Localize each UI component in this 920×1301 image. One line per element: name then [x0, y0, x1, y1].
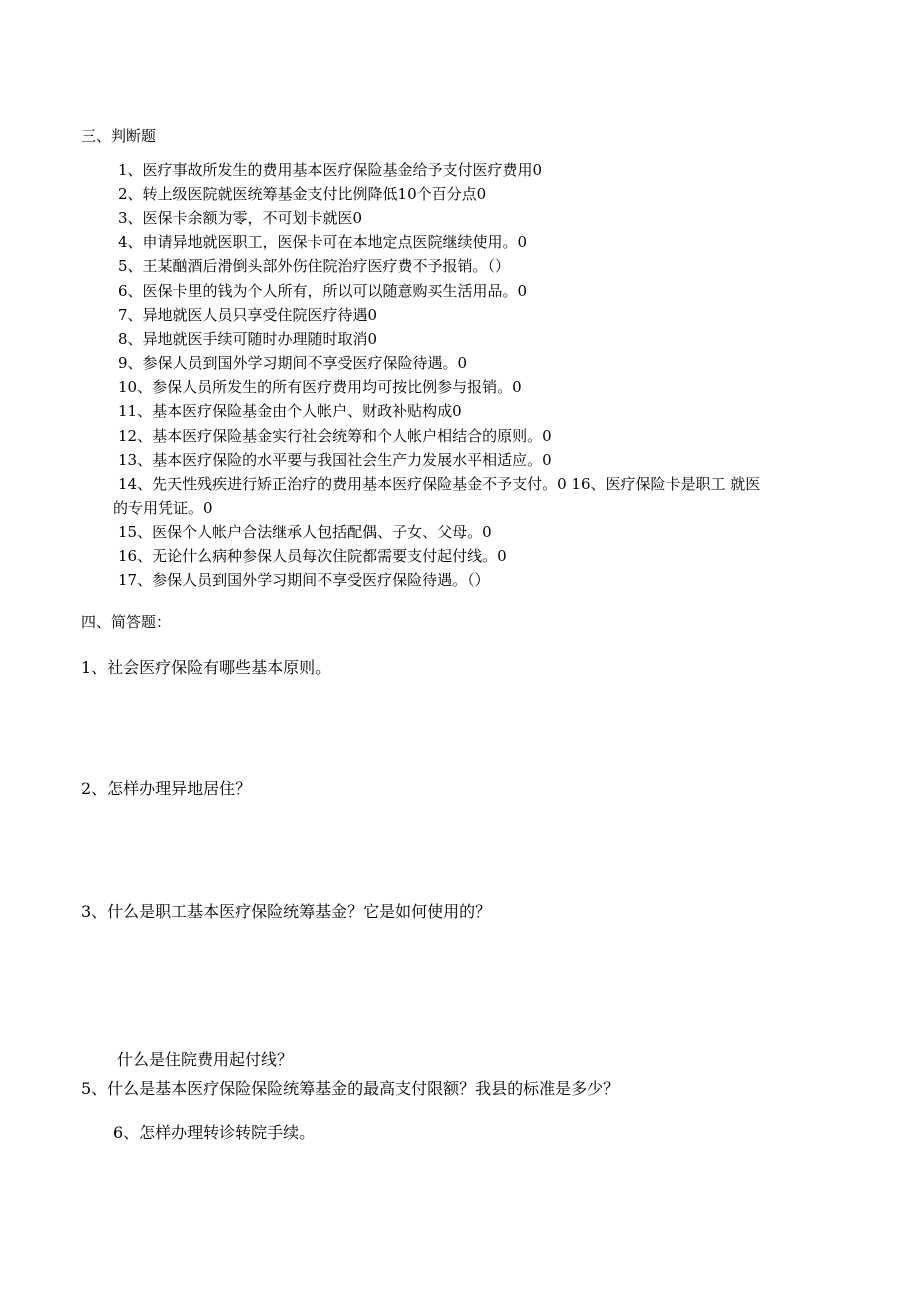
short-answer-question-4: 什么是住院费用起付线？: [117, 1050, 294, 1069]
true-false-item-3: 3、医保卡余额为零，不可划卡就医0: [118, 209, 363, 227]
short-answer-question-2: 2、怎样办理异地居住？: [81, 779, 252, 798]
true-false-item-7: 7、异地就医人员只享受住院医疗待遇0: [118, 306, 378, 324]
short-answer-question-6: 6、怎样办理转诊转院手续。: [113, 1123, 316, 1142]
true-false-item-2: 2、转上级医院就医统筹基金支付比例降低10个百分点0: [118, 185, 487, 203]
true-false-item-17: 17、参保人员到国外学习期间不享受医疗保险待遇。（）: [118, 571, 490, 589]
true-false-item-4: 4、申请异地就医职工，医保卡可在本地定点医院继续使用。0: [118, 233, 528, 251]
section-4-heading: 四、简答题：: [81, 613, 172, 631]
section-3-heading: 三、判断题: [81, 127, 157, 145]
true-false-item-8: 8、异地就医手续可随时办理随时取消0: [118, 330, 378, 348]
short-answer-question-5: 5、什么是基本医疗保险保险统筹基金的最高支付限额？我县的标准是多少？: [81, 1079, 620, 1098]
true-false-item-1: 1、医疗事故所发生的费用基本医疗保险基金给予支付医疗费用0: [118, 161, 543, 179]
true-false-item-11: 11、基本医疗保险基金由个人帐户、财政补贴构成0: [118, 402, 462, 420]
true-false-item-12: 12、基本医疗保险基金实行社会统筹和个人帐户相结合的原则。0: [118, 427, 552, 445]
true-false-item-16: 16、无论什么病种参保人员每次住院都需要支付起付线。0: [118, 547, 507, 565]
short-answer-question-3: 3、什么是职工基本医疗保险统筹基金？它是如何使用的？: [81, 902, 492, 921]
true-false-item-9: 9、参保人员到国外学习期间不享受医疗保险待遇。0: [118, 354, 468, 372]
true-false-item-6: 6、医保卡里的钱为个人所有，所以可以随意购买生活用品。0: [118, 282, 528, 300]
true-false-item-15: 15、医保个人帐户合法继承人包括配偶、子女、父母。0: [118, 523, 492, 541]
true-false-item-10: 10、参保人员所发生的所有医疗费用均可按比例参与报销。0: [118, 378, 522, 396]
true-false-item-5: 5、王某酗酒后滑倒头部外伤住院治疗医疗费不予报销。（）: [118, 257, 511, 275]
true-false-item-14-cont: 的专用凭证。0: [113, 499, 213, 517]
true-false-item-14: 14、先天性残疾进行矫正治疗的费用基本医疗保险基金不予支付。0 16、医疗保险卡是职工 就医: [118, 475, 761, 493]
true-false-item-13: 13、基本医疗保险的水平要与我国社会生产力发展水平相适应。0: [118, 451, 552, 469]
short-answer-question-1: 1、社会医疗保险有哪些基本原则。: [81, 658, 332, 677]
